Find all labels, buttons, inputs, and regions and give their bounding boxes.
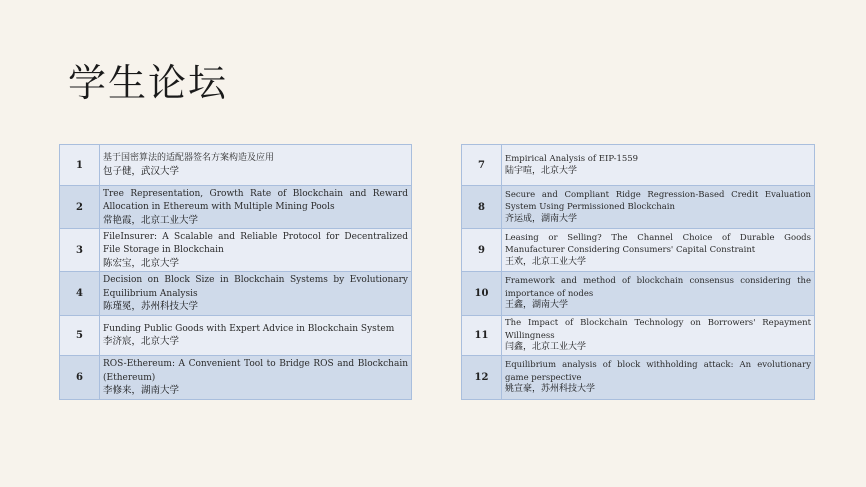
paper-cell	[100, 356, 412, 400]
paper-cell	[502, 229, 815, 272]
paper-cell	[100, 145, 412, 186]
paper-cell	[100, 272, 412, 316]
paper-number: 9	[462, 229, 502, 272]
paper-author: 齐运成，湖南大学	[505, 213, 578, 224]
table-row	[462, 145, 815, 186]
paper-number: 1	[60, 145, 100, 186]
paper-author: 陈宏宝，北京大学	[103, 257, 180, 269]
paper-cell	[100, 316, 412, 356]
paper-title: 基于国密算法的适配器签名方案构造及应用	[103, 153, 275, 164]
paper-cell	[502, 316, 815, 356]
paper-author: 闫鑫，北京工业大学	[505, 342, 587, 353]
table-row	[462, 186, 815, 229]
paper-number: 8	[462, 186, 502, 229]
paper-title: ROS-Ethereum: A Convenient Tool to Bridge ROS and Blockchain (Ethereum)	[103, 359, 408, 383]
paper-number: 7	[462, 145, 502, 186]
table-row	[60, 272, 412, 316]
paper-title: Empirical Analysis of EIP-1559	[505, 154, 639, 164]
paper-title: Decision on Block Size in Blockchain Systems by Evolutionary Equilibrium Analysis	[103, 275, 408, 299]
paper-author: 李修来，湖南大学	[103, 385, 180, 396]
table-row	[462, 316, 815, 356]
table-row	[60, 316, 412, 356]
paper-author: 王欢，北京工业大学	[505, 256, 587, 267]
paper-author: 包子健，武汉大学	[103, 165, 180, 177]
paper-cell	[502, 186, 815, 229]
paper-cell	[502, 356, 815, 400]
paper-author: 常艳霞，北京工业大学	[103, 214, 199, 226]
paper-number: 12	[462, 356, 502, 400]
paper-title: Framework and method of blockchain consensus considering the importance of nodes	[505, 276, 811, 299]
paper-number: 11	[462, 316, 502, 356]
table-row	[462, 356, 815, 400]
paper-number: 2	[60, 186, 100, 229]
paper-number: 4	[60, 272, 100, 316]
paper-author: 王鑫，湖南大学	[505, 300, 569, 311]
slide-title: 学生论坛	[68, 61, 229, 105]
table-row	[60, 145, 412, 186]
paper-author: 李济宸，北京大学	[103, 336, 180, 348]
table-row	[60, 356, 412, 400]
table-row	[462, 272, 815, 316]
paper-table-right	[461, 144, 815, 400]
paper-number: 6	[60, 356, 100, 400]
paper-author: 陆宇喧，北京大学	[505, 165, 578, 176]
paper-title: Tree Representation, Growth Rate of Blockchain and Reward Allocation in Ethereum with Multiple Mining Pools	[103, 188, 408, 212]
paper-cell	[502, 272, 815, 316]
paper-number: 3	[60, 229, 100, 272]
paper-title: Leasing or Selling? The Channel Choice of Durable Goods Manufacturer Considering Consumers' Capital Constraint	[505, 232, 811, 256]
paper-title: The Impact of Blockchain Technology on Borrowers' Repayment Willingness	[505, 318, 811, 341]
paper-title: Equilibrium analysis of block withholding attack: An evolutionary game perspective	[505, 360, 811, 383]
paper-number: 5	[60, 316, 100, 356]
paper-cell	[100, 186, 412, 229]
paper-number: 10	[462, 272, 502, 316]
table-row	[60, 186, 412, 229]
paper-cell	[100, 229, 412, 272]
paper-title: FileInsurer: A Scalable and Reliable Protocol for Decentralized File Storage in Blockchain	[103, 231, 408, 255]
paper-title: Secure and Compliant Ridge Regression-Based Credit Evaluation System Using Permissioned Blockchain	[505, 189, 811, 213]
table-row	[462, 229, 815, 272]
paper-table-left	[59, 144, 412, 400]
paper-title: Funding Public Goods with Expert Advice in Blockchain System	[103, 323, 395, 334]
paper-cell	[502, 145, 815, 186]
paper-author: 姚宣豪，苏州科技大学	[505, 384, 596, 395]
table-row	[60, 229, 412, 272]
paper-author: 陈瑾冕，苏州科技大学	[103, 301, 199, 312]
